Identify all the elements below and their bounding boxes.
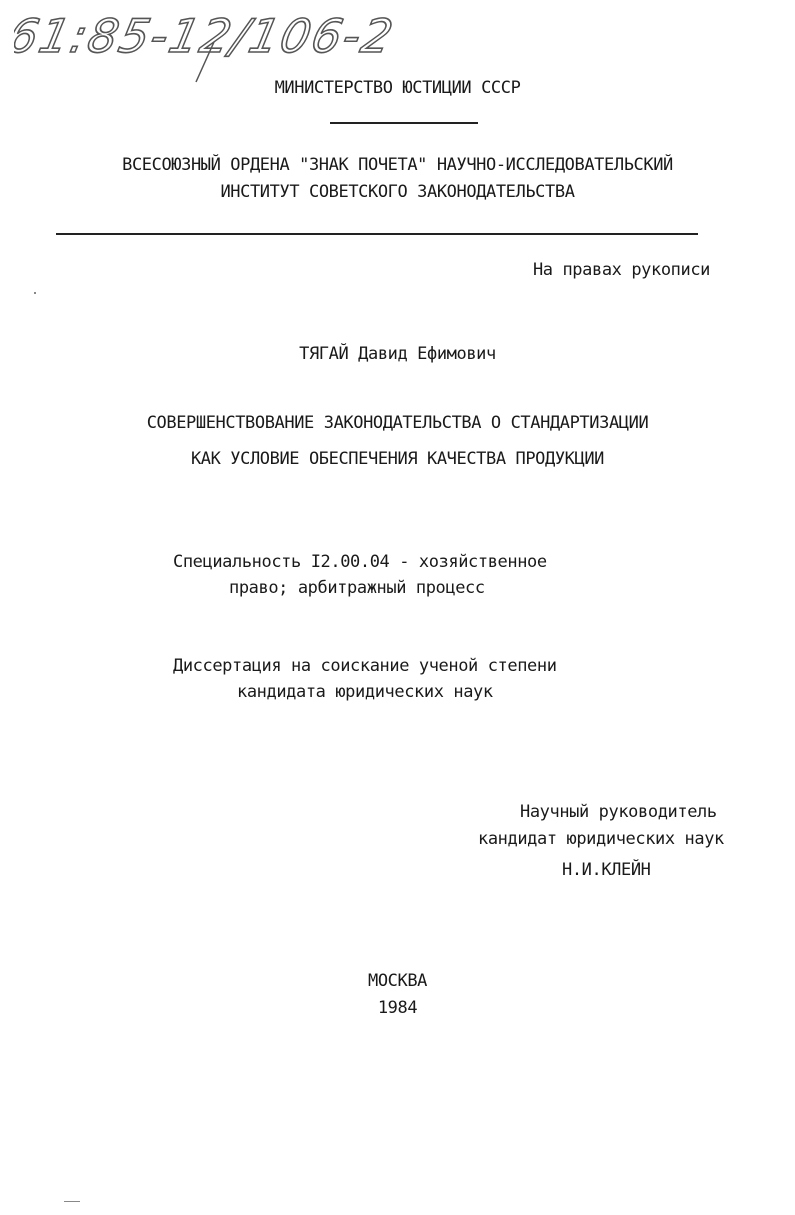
supervisor-name: Н.И.КЛЕЙН [562, 860, 651, 880]
supervisor-role: Научный руководитель [520, 802, 717, 822]
supervisor-degree: кандидат юридических наук [478, 829, 724, 849]
institute-name-line-1: ВСЕСОЮЗНЫЙ ОРДЕНА "ЗНАК ПОЧЕТА" НАУЧНО-ИССЛЕДОВАТЕЛЬСКИЙ [122, 155, 673, 175]
thesis-title-line-2: КАК УСЛОВИЕ ОБЕСПЕЧЕНИЯ КАЧЕСТВА ПРОДУКЦИИ [190, 449, 605, 469]
ministry-heading: МИНИСТЕРСТВО ЮСТИЦИИ СССР [274, 78, 521, 98]
specialty-line-2: право; арбитражный процесс [229, 578, 485, 598]
year: 1984 [377, 998, 418, 1018]
thesis-title-line-1: СОВЕРШЕНСТВОВАНИЕ ЗАКОНОДАТЕЛЬСТВА О СТАНДАРТИЗАЦИИ [146, 413, 649, 433]
city: МОСКВА [367, 971, 427, 991]
short-divider [330, 122, 478, 124]
svg-text:61:85-12/106-2: 61:85-12/106-2 [14, 9, 394, 63]
manuscript-note: На правах рукописи [532, 260, 710, 280]
author-name: ТЯГАЙ Давид Ефимович [299, 344, 496, 364]
institute-name-line-2: ИНСТИТУТ СОВЕТСКОГО ЗАКОНОДАТЕЛЬСТВА [220, 182, 575, 202]
degree-line-2: кандидата юридических наук [237, 682, 493, 702]
margin-speck [34, 292, 36, 294]
bottom-margin-mark [64, 1201, 80, 1202]
degree-line-1: Диссертация на соискание ученой степени [173, 656, 557, 676]
specialty-line-1: Специальность I2.00.04 - хозяйственное [173, 552, 547, 572]
long-divider [56, 233, 698, 235]
